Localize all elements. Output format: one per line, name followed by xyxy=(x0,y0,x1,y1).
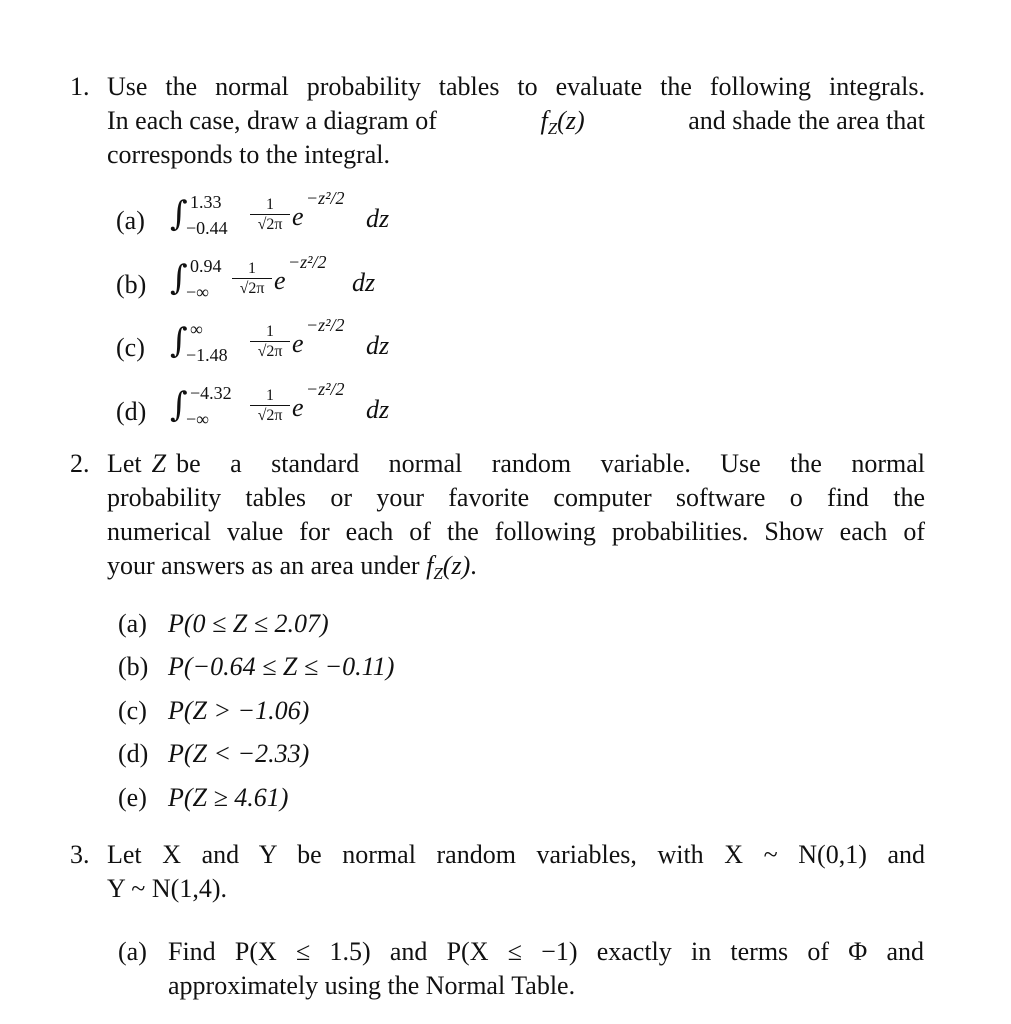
upper-limit: 0.94 xyxy=(190,256,222,276)
problem-1-line-2-text: In each case, draw a diagram of xyxy=(107,106,437,135)
integral-b xyxy=(116,252,436,312)
problem-1-number: 1. xyxy=(70,72,90,101)
problem-3-part-a-line-2: approximately using the Normal Table. xyxy=(168,971,576,1000)
integral-label: (c) xyxy=(116,333,145,362)
problem-2-number: 2. xyxy=(70,449,90,478)
problem-1-line-1: Use the normal probability tables to evaluate the following integrals. xyxy=(107,72,925,101)
exponent: −z²/2 xyxy=(306,188,345,208)
integral-c xyxy=(116,315,436,375)
lower-limit: −0.44 xyxy=(186,218,228,238)
problem-2-line-1-b: be a standard normal random variable. Use the normal xyxy=(176,449,925,478)
e-symbol: e xyxy=(292,393,304,422)
problem-3-line-2: Y ~ N(1,4). xyxy=(107,874,227,903)
upper-limit: −4.32 xyxy=(190,383,232,403)
problem-3-line-1: Let X and Y be normal random variables, with X ~ N(0,1) and xyxy=(107,840,925,869)
problem-1-line-2 xyxy=(107,106,925,144)
dz: dz xyxy=(366,395,390,424)
problem-3-number: 3. xyxy=(70,840,90,869)
probability-d: (d) P(Z < −2.33) xyxy=(118,739,310,768)
problem-3-part-a-line-1 xyxy=(118,937,924,967)
fraction: $\frac{1}{√2\pi}$ xyxy=(250,196,290,235)
integral-a xyxy=(116,188,436,248)
part-label: (a) xyxy=(118,937,147,966)
problem-1-line-3: corresponds to the integral. xyxy=(107,140,391,169)
part-a-text: Find P(X ≤ 1.5) and P(X ≤ −1) exactly in terms of Φ and xyxy=(168,937,924,966)
problem-2-line-1-a: Let xyxy=(107,449,142,478)
integral-d xyxy=(116,379,436,439)
lower-limit: −∞ xyxy=(186,409,209,429)
upper-limit: ∞ xyxy=(190,319,203,339)
exponent: −z²/2 xyxy=(288,252,327,272)
exponent: −z²/2 xyxy=(306,315,345,335)
problem-1-line-2-tail: and shade the area that xyxy=(688,106,925,135)
integral-label: (a) xyxy=(116,206,145,235)
probability-e: (e) P(Z ≥ 4.61) xyxy=(118,783,289,812)
variable-z: Z xyxy=(151,449,167,478)
probability-b: (b) P(−0.64 ≤ Z ≤ −0.11) xyxy=(118,652,395,681)
integral-sign-icon: ∫ xyxy=(170,258,188,298)
probability-c: (c) P(Z > −1.06) xyxy=(118,696,310,725)
lower-limit: −∞ xyxy=(186,282,209,302)
upper-limit: 1.33 xyxy=(190,192,222,212)
integral-label: (b) xyxy=(116,270,147,299)
problem-2-line-3: numerical value for each of the following probabilities. Show each of xyxy=(107,517,925,546)
e-symbol: e xyxy=(274,266,286,295)
integral-sign-icon: ∫ xyxy=(170,321,188,361)
integral-sign-icon: ∫ xyxy=(170,194,188,234)
fraction: $\frac{1}{√2\pi}$ xyxy=(250,323,290,362)
e-symbol: e xyxy=(292,329,304,358)
fraction: $\frac{1}{√2\pi}$ xyxy=(250,387,290,426)
lower-limit: −1.48 xyxy=(186,345,228,365)
probability-a: (a) P(0 ≤ Z ≤ 2.07) xyxy=(118,609,329,638)
problem-2-line-4: your answers as an area under $f_Z(z)$. xyxy=(107,551,477,583)
dz: dz xyxy=(352,268,376,297)
e-symbol: e xyxy=(292,202,304,231)
integral-sign-icon: ∫ xyxy=(170,385,188,425)
problem-2-line-1 xyxy=(107,449,925,479)
dz: dz xyxy=(366,204,390,233)
fz-notation: $f_Z(z)$ xyxy=(540,106,585,138)
exponent: −z²/2 xyxy=(306,379,345,399)
dz: dz xyxy=(366,331,390,360)
fraction: $\frac{1}{√2\pi}$ xyxy=(232,260,272,299)
integral-label: (d) xyxy=(116,397,147,426)
problem-2-line-2: probability tables or your favorite computer software o find the xyxy=(107,483,925,512)
